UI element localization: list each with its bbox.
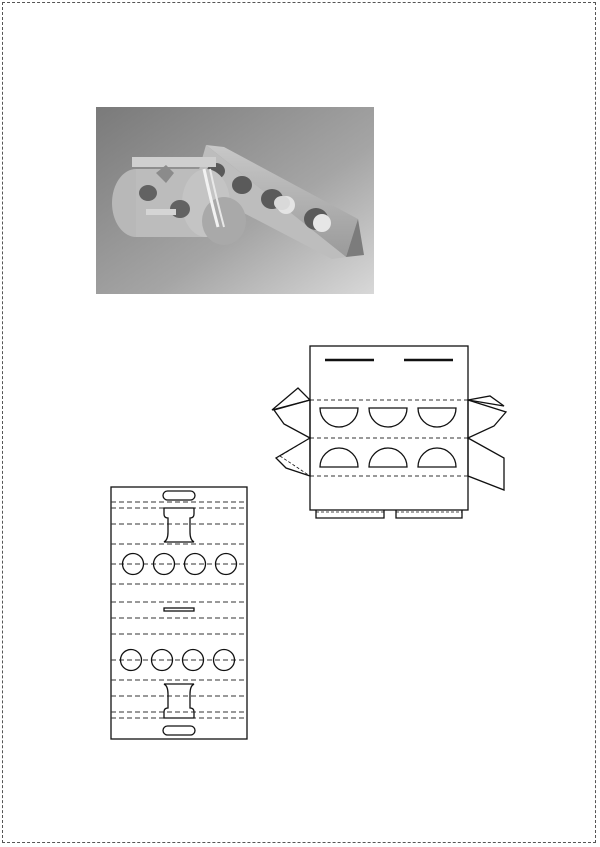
cylindrical-box-net: [108, 484, 250, 742]
half-circle-cutouts-row-2: [320, 448, 456, 467]
half-circle-cutouts-row-1: [320, 408, 456, 427]
carton-photo: [96, 107, 374, 294]
triangular-box-net: [268, 340, 514, 525]
